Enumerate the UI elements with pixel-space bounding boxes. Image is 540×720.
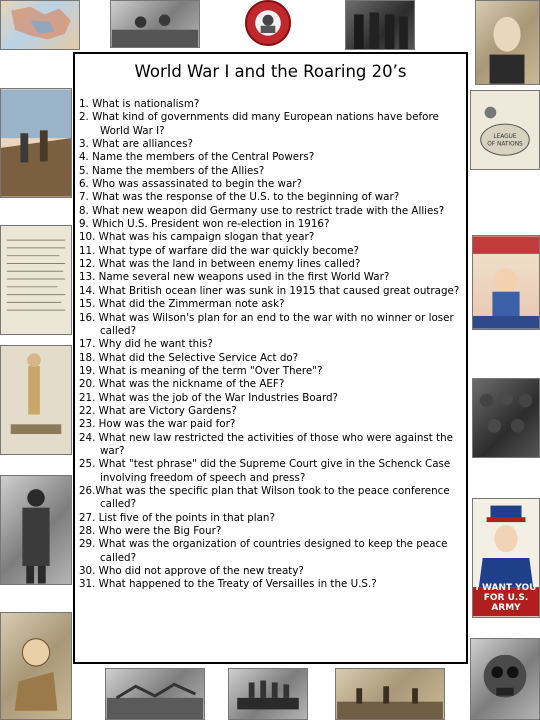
worksheet-title: World War I and the Roaring 20’s <box>134 62 407 81</box>
trench-photo-image <box>110 0 200 48</box>
document-letter-image <box>0 225 72 335</box>
question-item: 24. What new law restricted the activities of those who were against the war? <box>79 431 453 457</box>
wilson-seal-image <box>245 0 291 46</box>
question-item: 23. How was the war paid for? <box>79 418 236 431</box>
question-item: 4. Name the members of the Central Powers? <box>79 151 315 164</box>
question-item: 27. List five of the points in that plan? <box>79 511 275 524</box>
question-item: 16. What was Wilson's plan for an end to the war with no winner or loser called? <box>79 311 454 337</box>
question-item: 31. What happened to the Treaty of Versailles in the U.S.? <box>79 578 377 591</box>
europe-map-image <box>0 0 80 50</box>
war-garden-poster-image <box>472 235 540 330</box>
question-item: 7. What was the response of the U.S. to the beginning of war? <box>79 191 400 204</box>
question-item: 2. What kind of governments did many European nations have before World War I? <box>79 111 439 137</box>
question-item: 1. What is nationalism? <box>79 98 200 110</box>
big-four-photo-image <box>345 0 415 50</box>
question-item: 30. Who did not approve of the new treaty? <box>79 565 304 578</box>
question-item: 25. What "test phrase" did the Supreme Court give in the Schenck Case involving freedom of speech and press? <box>79 458 451 484</box>
poster-headline: I WANT YOU <box>475 583 537 593</box>
cartoon-label-top: LEAGUE <box>493 133 517 140</box>
question-item: 28. Who were the Big Four? <box>79 525 222 537</box>
question-item: 6. Who was assassinated to begin the war? <box>79 178 302 191</box>
soldiers-group-photo-image <box>472 378 540 458</box>
lusitania-photo-image <box>228 668 308 720</box>
question-item: 19. What is meaning of the term "Over There"? <box>79 364 323 377</box>
question-item: 15. What did the Zimmerman note ask? <box>79 298 285 311</box>
pershing-photo-image <box>0 475 72 585</box>
uncle-sam-poster-image <box>472 498 540 618</box>
question-item: 11. What type of warfare did the war quickly become? <box>79 244 360 257</box>
archduke-assassination-illustration-image <box>0 345 72 455</box>
infantry-advance-photo-image <box>335 668 445 720</box>
question-item: 14. What British ocean liner was sunk in 1915 that caused great outrage? <box>79 284 460 297</box>
worksheet-panel <box>73 52 468 664</box>
question-item: 5. Name the members of the Allies? <box>79 164 265 177</box>
question-item: 8. What new weapon did Germany use to restrict trade with the Allies? <box>79 204 445 217</box>
question-item: 21. What was the job of the War Industries Board? <box>79 391 339 404</box>
question-item: 3. What are alliances? <box>79 138 193 151</box>
wilson-portrait-image <box>475 0 540 85</box>
cartoon-label-bottom: OF NATIONS <box>487 141 523 148</box>
question-item: 20. What was the nickname of the AEF? <box>79 378 285 391</box>
question-item: 22. What are Victory Gardens? <box>79 404 237 417</box>
question-item: 12. What was the land in between enemy lines called? <box>79 258 361 271</box>
question-item: 10. What was his campaign slogan that year? <box>79 231 315 244</box>
fiddler-cartoon-image <box>0 612 72 720</box>
battlefield-photo-image <box>105 668 205 720</box>
league-of-nations-cartoon-image <box>470 90 540 170</box>
infantry-charge-painting-image <box>0 88 72 198</box>
question-item: 17. Why did he want this? <box>79 338 213 351</box>
question-item: 9. Which U.S. President won re-election in 1916? <box>79 218 330 231</box>
question-list <box>79 98 462 592</box>
gas-mask-skull-image <box>470 638 540 720</box>
question-item: 29. What was the organization of countries designed to keep the peace called? <box>79 538 448 564</box>
question-item: 13. Name several new weapons used in the first World War? <box>79 271 390 284</box>
poster-subline: FOR U.S. ARMY <box>483 593 529 613</box>
question-item: 18. What did the Selective Service Act do? <box>79 351 299 364</box>
question-item: 26.What was the specific plan that Wilson took to the peace conference called? <box>79 484 450 511</box>
